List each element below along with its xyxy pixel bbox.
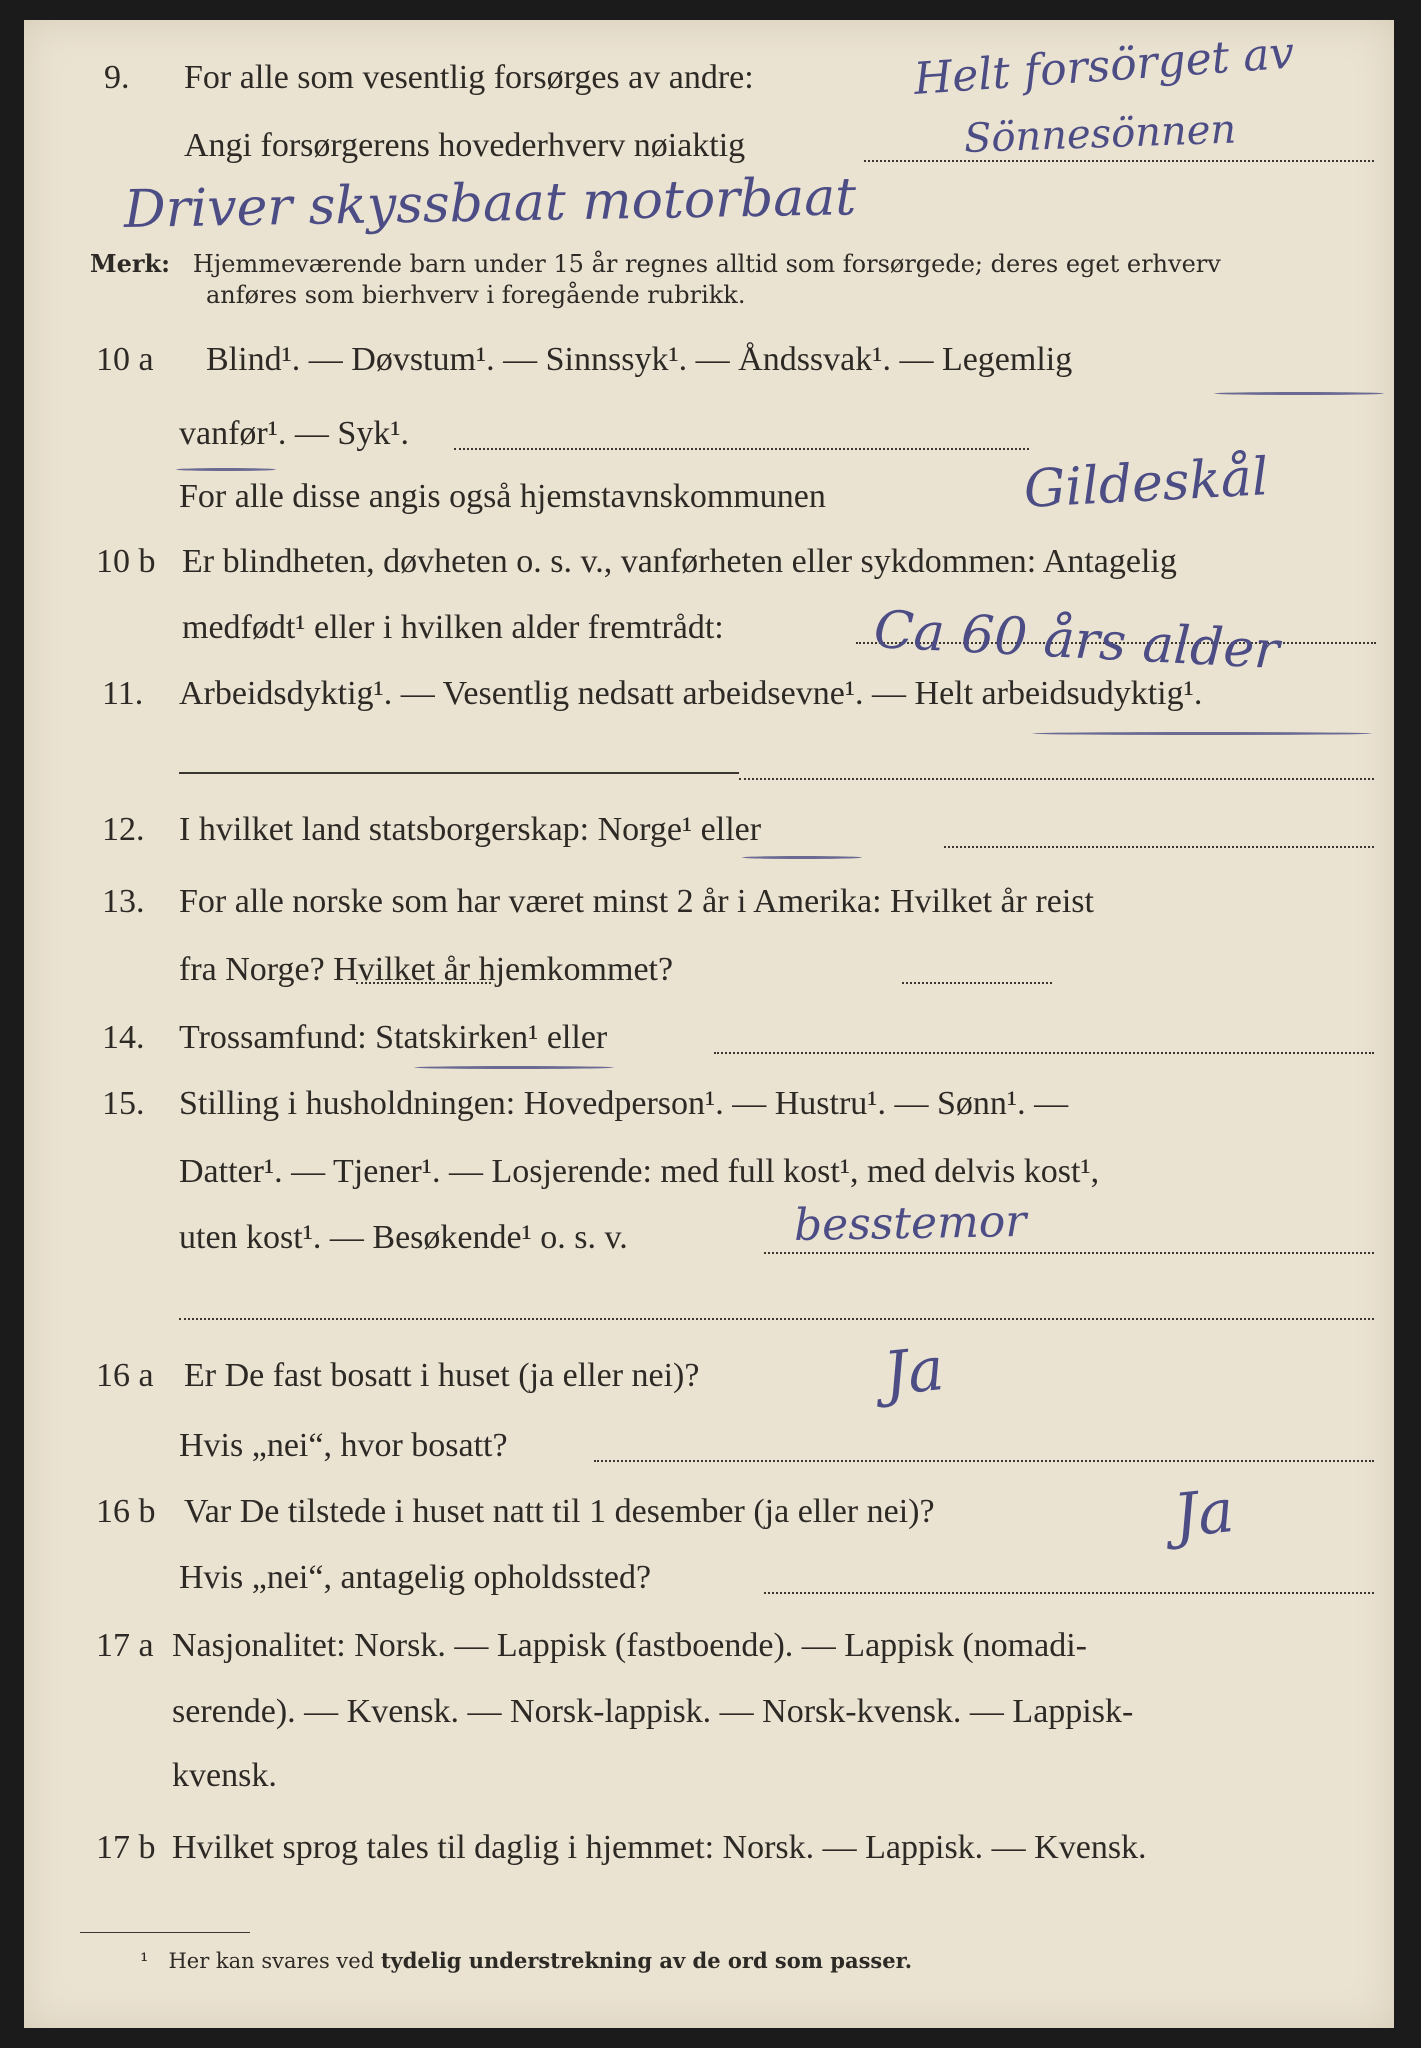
item-number: 17 a [96, 1627, 154, 1664]
item-number: 17 b [96, 1829, 156, 1866]
item-14 [24, 1018, 1394, 1078]
item-16b-line2 [24, 1558, 1394, 1618]
item-text: For alle disse angis også hjemstavnskommunen [179, 478, 826, 515]
item-text: I hvilket land statsborgerskap: Norge¹ eller [179, 811, 762, 848]
item-15-line3 [24, 1218, 1394, 1278]
footnote [140, 1948, 912, 1973]
item-text: serende). — Kvensk. — Norsk-lappisk. — Norsk-kvensk. — Lappisk- [172, 1693, 1134, 1730]
item-text: For alle som vesentlig forsørges av andre: [184, 59, 754, 96]
item-10b [24, 542, 1394, 602]
underline-mark [1032, 732, 1372, 735]
answer-line [764, 1252, 1374, 1254]
handwritten-answer: Helt forsörget av [912, 27, 1296, 105]
footnote-text-a: Her kan svares ved [168, 1949, 381, 1973]
footnote-divider [80, 1932, 250, 1933]
answer-line [356, 982, 491, 984]
handwritten-answer: Ca 60 års alder [872, 600, 1281, 682]
note-line-2: anføres som bierhverv i foregående rubrikk. [206, 281, 746, 309]
item-text: Hvilket sprog tales til daglig i hjemmet: Norsk. — Lappisk. — Kvensk. [172, 1829, 1147, 1866]
item-number: 15. [102, 1085, 145, 1122]
item-text: medfødt¹ eller i hvilken alder fremtrådt: [182, 609, 724, 646]
answer-line [902, 982, 1052, 984]
item-16a-line2 [24, 1426, 1394, 1486]
answer-line [714, 1052, 1374, 1054]
item-15-line2 [24, 1152, 1394, 1212]
item-number: 10 b [96, 543, 156, 580]
item-10a [24, 340, 1394, 400]
item-text: Stilling i husholdningen: Hovedperson¹. — Hustru¹. — Sønn¹. — [179, 1085, 1069, 1122]
item-number: 11. [102, 675, 144, 712]
item-17b [24, 1828, 1394, 1888]
item-17a-line3 [24, 1756, 1394, 1816]
footnote-text-bold: tydelig understrekning av de ord som passer. [380, 1948, 913, 1973]
handwritten-answer: Ja [1170, 1475, 1238, 1552]
answer-line [454, 448, 1029, 450]
item-text: Datter¹. — Tjener¹. — Losjerende: med full kost¹, med delvis kost¹, [179, 1153, 1100, 1190]
census-form-page [24, 20, 1394, 2028]
underline-mark [1214, 392, 1384, 395]
handwritten-answer: Sönnesönnen [963, 106, 1237, 162]
answer-line [179, 772, 739, 774]
item-text: Trossamfund: Statskirken¹ eller [179, 1019, 608, 1056]
item-number: 14. [102, 1019, 145, 1056]
item-text: Blind¹. — Døvstum¹. — Sinnssyk¹. — Åndssvak¹. — Legemlig [206, 341, 1073, 378]
item-text: vanfør¹. — Syk¹. [179, 415, 410, 452]
answer-line [179, 1318, 1374, 1320]
item-number: 12. [102, 811, 145, 848]
item-number: 10 a [96, 341, 154, 378]
item-text: Hvis „nei“, antagelig opholdssted? [179, 1559, 652, 1596]
underline-mark [742, 856, 862, 859]
item-13 [24, 882, 1394, 942]
item-text: Angi forsørgerens hovederhverv nøiaktig [184, 127, 746, 164]
item-12 [24, 810, 1394, 870]
note-line-1 [90, 248, 1221, 280]
item-text: Er De fast bosatt i huset (ja eller nei)? [184, 1357, 700, 1394]
item-number: 9. [104, 59, 130, 96]
item-text: Hvis „nei“, hvor bosatt? [179, 1427, 508, 1464]
note-text: Hjemmeværende barn under 15 år regnes alltid som forsørgede; deres eget erhverv [192, 250, 1221, 278]
item-16a [24, 1356, 1394, 1416]
item-text: fra Norge? Hvilket år hjemkommet? [179, 951, 674, 988]
answer-line [594, 1460, 1374, 1462]
underline-mark [414, 1066, 614, 1069]
footnote-marker: ¹ [140, 1949, 149, 1973]
item-number: 16 b [96, 1493, 156, 1530]
handwritten-answer: Driver skyssbaat motorbaat [123, 167, 857, 240]
item-17a [24, 1626, 1394, 1686]
item-13-line2 [24, 950, 1394, 1010]
handwritten-answer: besstemor [793, 1195, 1027, 1251]
item-text: Arbeidsdyktig¹. — Vesentlig nedsatt arbeidsevne¹. — Helt arbeidsudyktig¹. [179, 675, 1203, 712]
answer-line [739, 778, 1374, 780]
item-number: 13. [102, 883, 145, 920]
note-label: Merk: [90, 249, 170, 278]
item-11 [24, 674, 1394, 734]
handwritten-answer: Gildeskål [1022, 447, 1270, 520]
item-text: Er blindheten, døvheten o. s. v., vanførheten eller sykdommen: Antagelig [182, 543, 1177, 580]
item-number: 16 a [96, 1357, 154, 1394]
underline-mark [176, 468, 276, 471]
item-text: kvensk. [172, 1757, 277, 1794]
item-text: uten kost¹. — Besøkende¹ o. s. v. [179, 1219, 628, 1256]
answer-line [864, 160, 1374, 162]
item-text: Nasjonalitet: Norsk. — Lappisk (fastboende). — Lappisk (nomadi- [172, 1627, 1087, 1664]
handwritten-answer: Ja [880, 1333, 948, 1410]
answer-line [944, 846, 1374, 848]
item-17a-line2 [24, 1692, 1394, 1752]
answer-line [764, 1592, 1374, 1594]
item-text: For alle norske som har været minst 2 år i Amerika: Hvilket år reist [179, 883, 1094, 920]
item-text: Var De tilstede i huset natt til 1 desember (ja eller nei)? [184, 1493, 935, 1530]
item-15 [24, 1084, 1394, 1144]
